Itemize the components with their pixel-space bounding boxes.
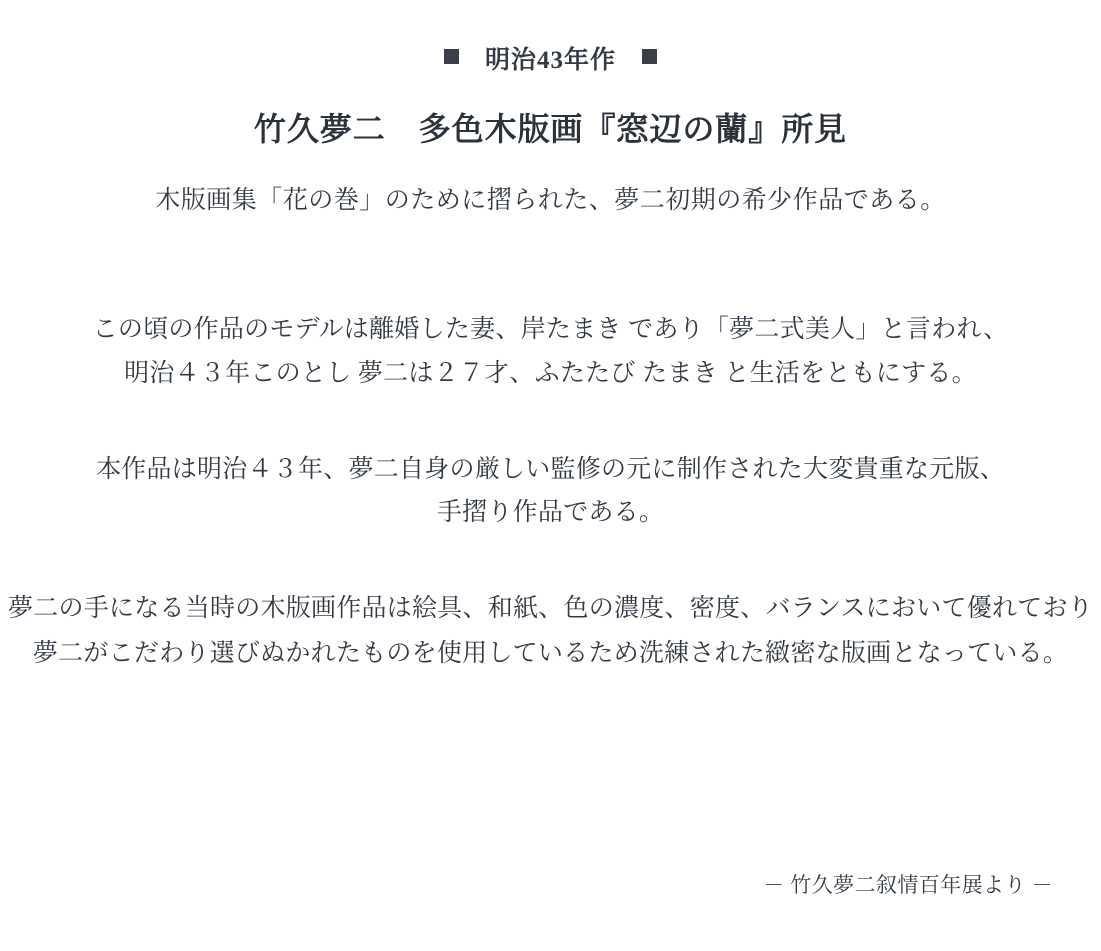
square-bullet-icon-left	[444, 49, 459, 64]
paragraph-line: 夢二の手になる当時の木版画作品は絵具、和紙、色の濃度、密度、バランスにおいて優れており	[7, 595, 1093, 622]
document-page	[0, 40, 1101, 951]
production-paragraph	[0, 448, 1101, 536]
paragraph-line: この頃の作品のモデルは離婚した妻、岸たまき であり「夢二式美人」と言われ、	[92, 316, 1009, 343]
quality-paragraph	[0, 587, 1101, 676]
square-bullet-icon-right	[642, 49, 657, 64]
paragraph-line: 明治４３年このとし 夢二は２７才、ふたたび たまき と生活をともにする。	[124, 359, 977, 387]
eyebrow-text: 明治43年作	[484, 47, 616, 74]
model-paragraph	[0, 308, 1101, 396]
exhibition-credit: － 竹久夢二叙情百年展より －	[763, 873, 1053, 897]
eyebrow-line	[0, 40, 1101, 76]
paragraph-line: 本作品は明治４３年、夢二自身の厳しい監修の元に制作された大変貴重な元版、	[95, 455, 1005, 483]
paragraph-line: 夢二がこだわり選びぬかれたものを使用しているため洗練された緻密な版画となっている。	[32, 639, 1069, 667]
paragraph-line: 手摺り作品である。	[436, 499, 665, 527]
page-title: 竹久夢二 多色木版画『窓辺の蘭』所見	[253, 111, 848, 147]
lead-paragraph: 木版画集「花の巻」のために摺られた、夢二初期の希少作品である。	[155, 187, 946, 214]
